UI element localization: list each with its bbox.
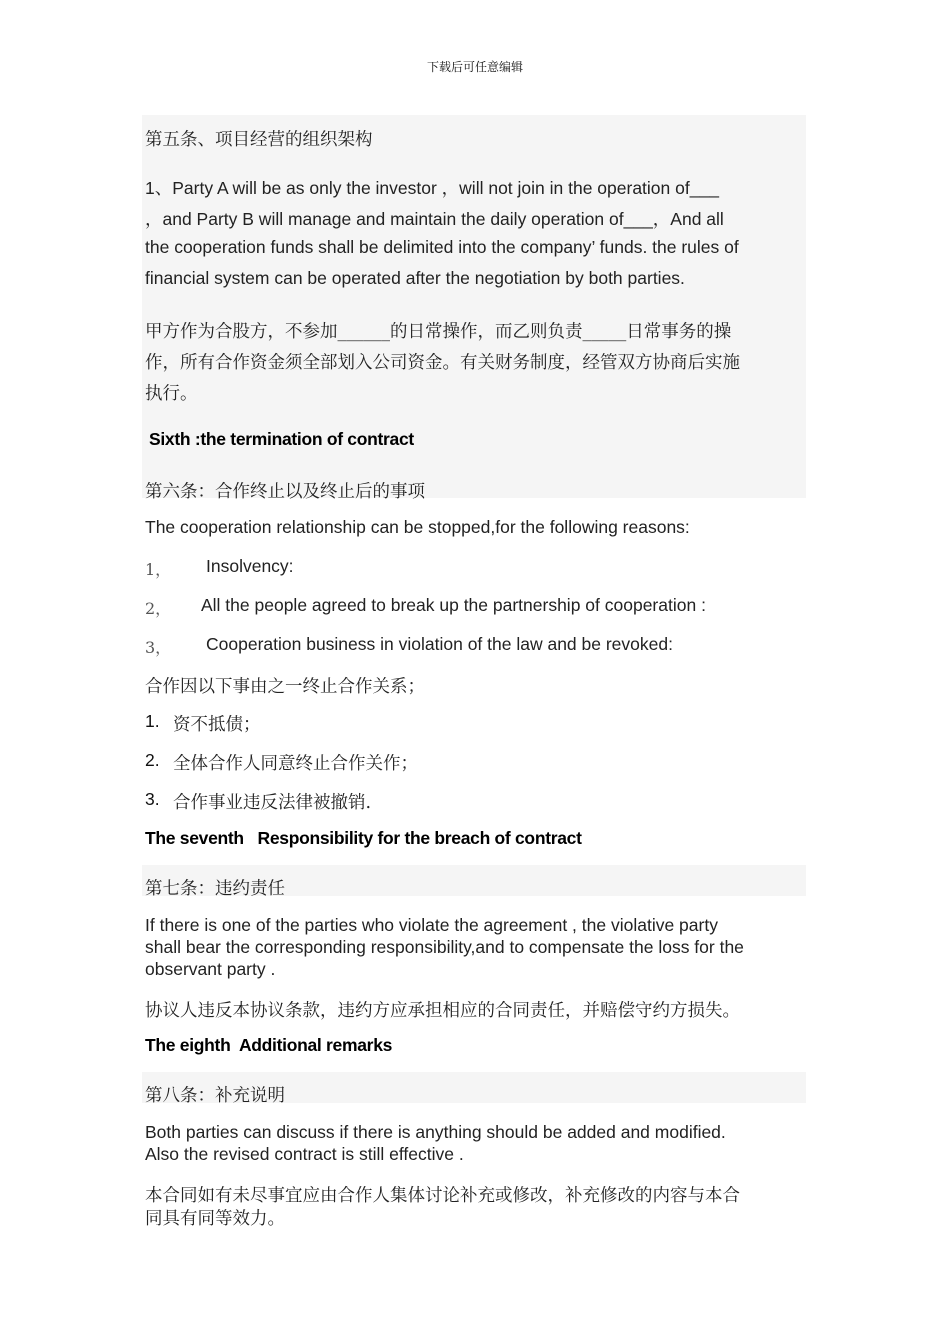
article7-title-en: The seventh Responsibility for the breach of contract <box>145 828 582 848</box>
article6-item3-text: Cooperation business in violation of the law and be revoked: <box>206 634 673 654</box>
article6-intro-cn: 合作因以下事由之一终止合作关系； <box>145 677 425 697</box>
article6-item3-num: 3， <box>145 638 172 657</box>
article6-title-cn: 第六条：合作终止以及终止后的事项 <box>145 482 425 502</box>
article6-item2-num: 2， <box>145 599 172 618</box>
article6-intro-en: The cooperation relationship can be stopped,for the following reasons: <box>145 517 690 537</box>
article7-cn-line1: 协议人违反本协议条款，违约方应承担相应的合同责任，并赔偿守约方损失。 <box>145 1001 740 1021</box>
article7-en-line3: observant party . <box>145 959 276 979</box>
article6-item2-text: All the people agreed to break up the partnership of cooperation : <box>201 595 706 615</box>
article5-cn-line3: 执行。 <box>145 384 198 404</box>
article8-title-cn: 第八条：补充说明 <box>145 1086 285 1106</box>
page-header-note: 下载后可任意编辑 <box>426 60 523 74</box>
article5-en-line4: financial system can be operated after the negotiation by both parties. <box>145 268 685 288</box>
article6-cn-item1-text: 资不抵债； <box>173 715 261 735</box>
article5-en-line3: the cooperation funds shall be delimited into the company’ funds. the rules of <box>145 237 739 257</box>
article6-cn-item3-num: 3. <box>145 789 160 809</box>
article8-cn-line1: 本合同如有未尽事宜应由合作人集体讨论补充或修改，补充修改的内容与本合 <box>145 1186 740 1206</box>
article6-title-en: Sixth :the termination of contract <box>149 429 414 449</box>
article6-cn-item3-text: 合作事业违反法律被撤销. <box>173 793 372 813</box>
article6-cn-item2-num: 2. <box>145 750 160 770</box>
article5-en-line2: ，and Party B will manage and maintain the daily operation of___，And all <box>145 209 724 229</box>
article8-en-line2: Also the revised contract is still effective . <box>145 1144 464 1164</box>
article5-cn-line2: 作，所有合作资金须全部划入公司资金。有关财务制度，经管双方协商后实施 <box>145 353 740 373</box>
article6-cn-item2-text: 全体合作人同意终止合作关作； <box>173 754 418 774</box>
article7-title-cn: 第七条：违约责任 <box>145 879 285 899</box>
article6-item1-num: 1， <box>145 560 172 579</box>
article7-en-line2: shall bear the corresponding responsibility,and to compensate the loss for the <box>145 937 744 957</box>
article5-cn-line1: 甲方作为合股方，不参加______的日常操作，而乙则负责_____日常事务的操 <box>145 322 732 342</box>
article6-cn-item1-num: 1. <box>145 711 160 731</box>
article5-en-line1: 1、Party A will be as only the investor ，will not join in the operation of___ <box>145 178 719 198</box>
article8-en-line1: Both parties can discuss if there is anything should be added and modified. <box>145 1122 726 1142</box>
article5-title-cn: 第五条、项目经营的组织架构 <box>145 130 373 150</box>
article8-title-en: The eighth Additional remarks <box>145 1035 393 1055</box>
article7-en-line1: If there is one of the parties who violate the agreement , the violative party <box>145 915 718 935</box>
article6-item1-text: Insolvency: <box>206 556 294 576</box>
article8-cn-line2: 同具有同等效力。 <box>145 1209 285 1229</box>
